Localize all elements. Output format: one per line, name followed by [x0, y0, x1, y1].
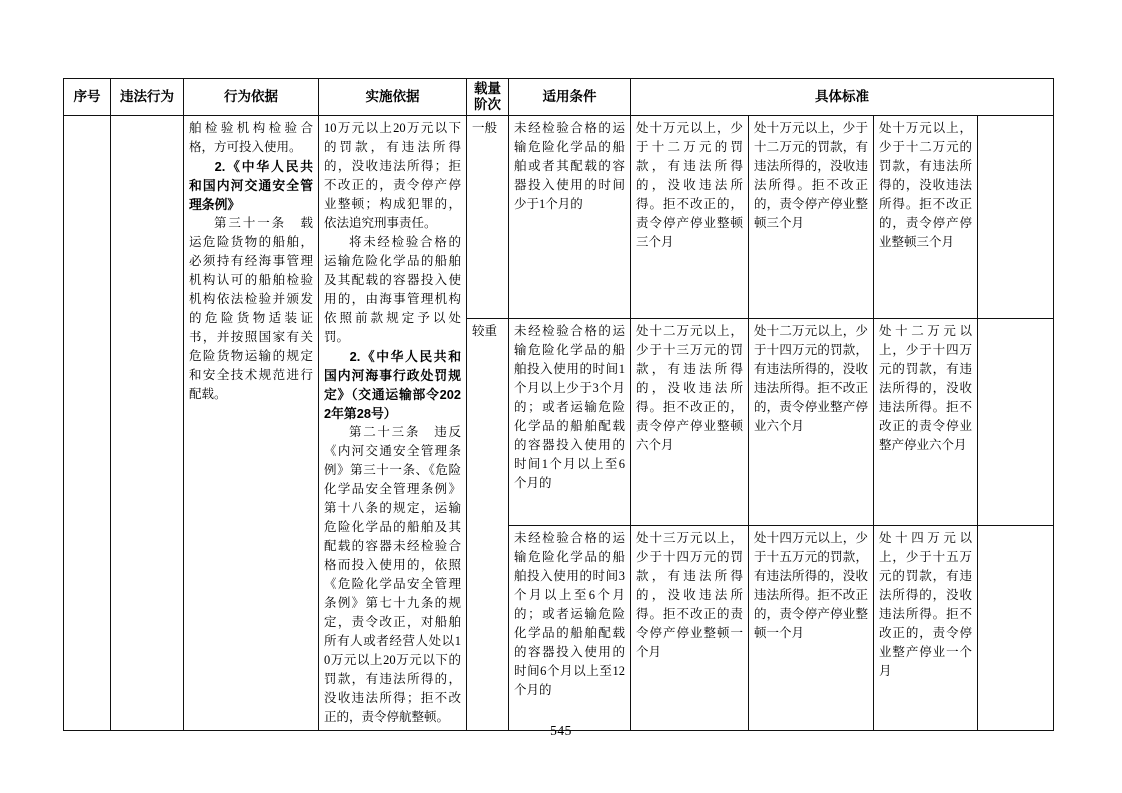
implementation-basis-law-title: 2.《中华人民共和国内河海事行政处罚规定》（交通运输部令2022年第28号） — [324, 349, 461, 421]
severity-level-cell: 较重 — [467, 319, 509, 731]
standard-cell: 处十万元以上，少于十二万元的罚款，有违法所得的，没收违法所得。拒不改正的，责令停产停业整顿三个月 — [631, 116, 749, 319]
col-header-illegal-act: 违法行为 — [111, 79, 184, 116]
page-number: 545 — [550, 723, 572, 738]
standard-cell: 处十二万元以上，少于十四万元的罚款，有违法所得的，没收违法所得。拒不改正的责令停业整产停业六个月 — [874, 319, 978, 526]
implementation-basis-para: 第二十三条 违反《内河交通安全管理条例》第三十一条、《危险化学品安全管理条例》第十八条的规定，运输危险化学品的船舶及其配载的容器未经检验合格而投入使用的，依照《危险化学品安全管理条例》第七十九条的规定，责令改正，对船舶所有人或者经营人处以10万元以上20万元以下的罚款，有违法所得的，没收违法所得；拒不改正的，责令停航整顿。 — [324, 425, 461, 724]
standard-cell: 处十四万元以上，少于十五万元的罚款，有违法所得的，没收违法所得。拒不改正的，责令停产停业整顿一个月 — [749, 526, 874, 731]
condition-cell: 未经检验合格的运输危险化学品的船舶或者其配载的容器投入使用的时间少于1个月的 — [509, 116, 631, 319]
table-row — [64, 116, 1054, 319]
implementation-basis-cell — [319, 116, 467, 731]
col-header-severity-level: 载量阶次 — [467, 79, 509, 116]
standard-cell: 处十四万元以上，少于十五万元的罚款，有违法所得的，没收违法所得。拒不改正的，责令停业整产停业一个月 — [874, 526, 978, 731]
condition-cell: 未经检验合格的运输危险化学品的船舶投入使用的时间3个月以上至6个月的；或者运输危险化学品的船舶配载的容器投入使用的时间6个月以上至12个月的 — [509, 526, 631, 731]
col-header-no: 序号 — [64, 79, 111, 116]
behavior-basis-para: 舶检验机构检验合格，方可投入使用。 — [189, 121, 313, 154]
col-header-behavior-basis: 行为依据 — [184, 79, 319, 116]
implementation-basis-para: 将未经检验合格的运输危险化学品的船舶及其配载的容器投入使用的，由海事管理机构依照前款规定予以处罚。 — [324, 235, 461, 344]
standard-cell: 处十万元以上，少于十二万元的罚款，有违法所得的，没收违法所得。拒不改正的，责令停产停业整顿三个月 — [749, 116, 874, 319]
standard-cell: 处十二万元以上，少于十四万元的罚款，有违法所得的，没收违法所得。拒不改正的，责令停业整产停业六个月 — [749, 319, 874, 526]
illegal-act-cell — [111, 116, 184, 731]
no-cell — [64, 116, 111, 731]
header-row — [64, 79, 1054, 116]
behavior-basis-para: 第三十一条 载运危险货物的船舶，必须持有经海事管理机构认可的船舶检验机构依法检验并颁发的危险货物适装证书，并按照国家有关危险货物运输的规定和安全技术规范进行配载。 — [189, 216, 313, 401]
standard-cell: 处十万元以上，少于十二万元的罚款，有违法所得的，没收违法所得。拒不改正的，责令停产停业整顿三个月 — [874, 116, 978, 319]
behavior-basis-cell — [184, 116, 319, 731]
standard-cell: 处十二万元以上，少于十三万元的罚款，有违法所得的，没收违法所得。拒不改正的，责令停产停业整顿六个月 — [631, 319, 749, 526]
implementation-basis-para: 10万元以上20万元以下的罚款，有违法所得的，没收违法所得；拒不改正的，责令停产停业整顿；构成犯罪的，依法追究刑事责任。 — [324, 121, 461, 230]
severity-level-cell: 一般 — [467, 116, 509, 319]
standard-cell-empty — [978, 526, 1054, 731]
condition-cell: 未经检验合格的运输危险化学品的船舶投入使用的时间1个月以上少于3个月的；或者运输危险化学品的船舶配载的容器投入使用的时间1个月以上至6个月的 — [509, 319, 631, 526]
behavior-basis-law-title: 2.《中华人民共和国内河交通安全管理条例》 — [189, 159, 313, 212]
standard-cell-empty — [978, 319, 1054, 526]
standard-cell-empty — [978, 116, 1054, 319]
col-header-implementation-basis: 实施依据 — [319, 79, 467, 116]
regulation-table — [63, 78, 1054, 731]
standard-cell: 处十三万元以上，少于十四万元的罚款，有违法所得的，没收违法所得。拒不改正的责令停产停业整顿一个月 — [631, 526, 749, 731]
col-header-specific-standard: 具体标准 — [631, 79, 1054, 116]
col-header-applicable-condition: 适用条件 — [509, 79, 631, 116]
